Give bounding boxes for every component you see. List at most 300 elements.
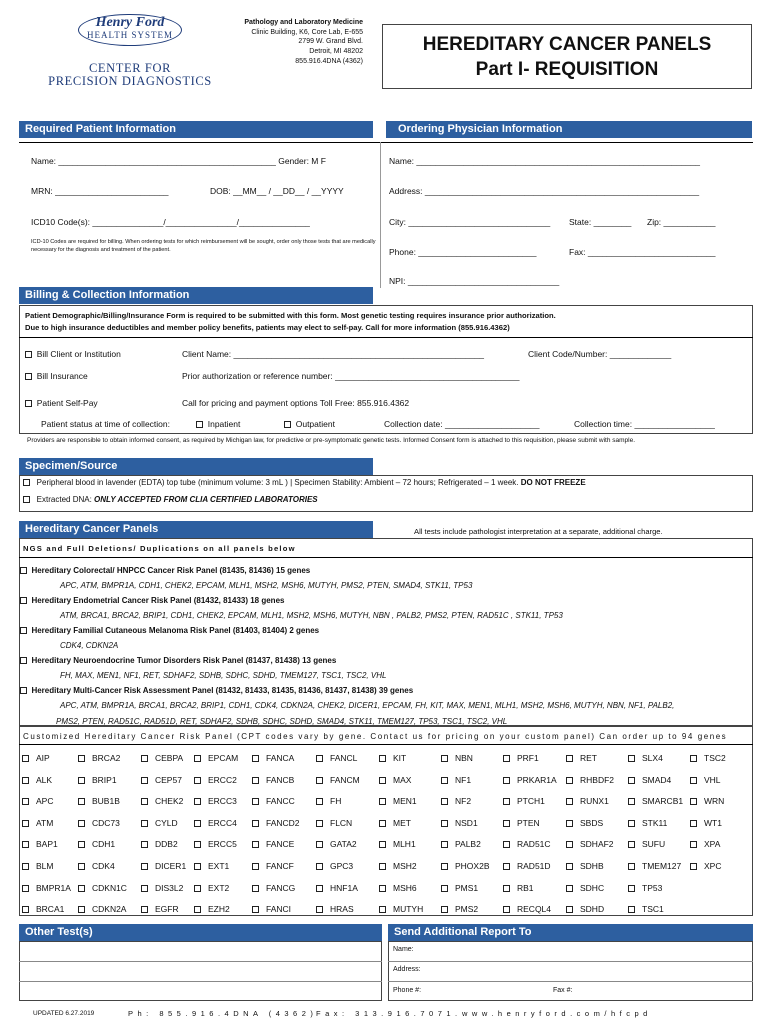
panel-option[interactable] (20, 565, 750, 577)
gene-label: SBDS (580, 817, 604, 828)
custom-gene-option[interactable] (22, 904, 64, 914)
checkbox-icon[interactable] (194, 798, 201, 805)
checkbox-icon[interactable] (441, 863, 448, 870)
checkbox-icon[interactable] (441, 798, 448, 805)
checkbox-icon[interactable] (252, 841, 259, 848)
custom-gene-option[interactable] (78, 839, 115, 849)
inpatient-option[interactable] (196, 419, 240, 429)
checkbox-icon[interactable] (22, 798, 29, 805)
checkbox-icon[interactable] (316, 863, 323, 870)
gene-label: EZH2 (208, 904, 230, 915)
specimen-dna-option[interactable] (23, 495, 318, 504)
checkbox-icon[interactable] (22, 863, 29, 870)
custom-gene-option[interactable] (141, 753, 183, 763)
gene-label: CEP57 (155, 774, 182, 785)
custom-gene-option[interactable] (441, 861, 490, 871)
custom-panel-heading: Customized Hereditary Cancer Risk Panel (CPT codes vary by gene. Contact us for pricing on your custom panel) Can order up to 94 genes (23, 732, 728, 741)
gene-label: CDH1 (92, 839, 116, 850)
custom-gene-option[interactable] (441, 904, 478, 914)
checkbox-icon[interactable] (690, 755, 697, 762)
panel-option[interactable] (20, 625, 750, 637)
custom-gene-option[interactable] (194, 883, 229, 893)
icd10-field[interactable]: ICD10 Code(s): _______________/_______________/_______________ (31, 217, 310, 227)
checkbox-icon[interactable] (252, 798, 259, 805)
checkbox-icon[interactable] (503, 906, 510, 913)
checkbox-icon[interactable] (379, 798, 386, 805)
checkbox-icon[interactable] (194, 777, 201, 784)
patient-mrn-field[interactable]: MRN: ________________________ (31, 186, 169, 196)
checkbox-icon[interactable] (441, 820, 448, 827)
custom-gene-option[interactable] (78, 775, 117, 785)
custom-gene-option[interactable] (22, 883, 71, 893)
collection-time-field[interactable]: Collection time: _________________ (574, 419, 715, 429)
custom-gene-option[interactable] (252, 775, 294, 785)
checkbox-icon[interactable] (20, 597, 27, 604)
checkbox-icon[interactable] (566, 841, 573, 848)
gene-label: DIS3L2 (155, 882, 184, 893)
form-title (382, 24, 752, 89)
custom-gene-option[interactable] (194, 839, 237, 849)
gene-label: APC (36, 796, 54, 807)
custom-gene-option[interactable] (628, 904, 664, 914)
checkbox-icon[interactable] (690, 863, 697, 870)
custom-gene-option[interactable] (252, 839, 294, 849)
panel-option[interactable] (20, 595, 750, 607)
checkbox-icon[interactable] (78, 885, 85, 892)
report-fax-field[interactable]: Fax #: (553, 987, 573, 994)
custom-gene-option[interactable] (503, 796, 545, 806)
custom-gene-option[interactable] (503, 883, 534, 893)
send-report-heading: Send Additional Report To (388, 924, 753, 941)
gene-label: RUNX1 (580, 796, 609, 807)
checkbox-icon[interactable] (22, 777, 29, 784)
custom-gene-option[interactable] (194, 775, 237, 785)
custom-gene-option[interactable] (194, 861, 229, 871)
center-line2: PRECISION DIAGNOSTICS (48, 74, 212, 88)
custom-gene-option[interactable] (566, 904, 604, 914)
physician-state-field[interactable]: State: ________ (569, 217, 632, 227)
gene-label: BMPR1A (36, 882, 71, 893)
checkbox-icon[interactable] (22, 841, 29, 848)
checkbox-icon[interactable] (284, 421, 291, 428)
custom-gene-option[interactable] (503, 839, 551, 849)
physician-npi-field[interactable]: NPI: ________________________________ (389, 276, 560, 286)
checkbox-icon[interactable] (141, 863, 148, 870)
custom-gene-option[interactable] (379, 775, 411, 785)
client-code-field[interactable]: Client Code/Number: _____________ (528, 349, 672, 359)
checkbox-icon[interactable] (141, 841, 148, 848)
specimen-heading: Specimen/Source (19, 458, 373, 475)
custom-gene-option[interactable] (194, 796, 237, 806)
checkbox-icon[interactable] (379, 863, 386, 870)
custom-gene-option[interactable] (78, 883, 127, 893)
custom-gene-option[interactable] (78, 861, 115, 871)
checkbox-icon[interactable] (20, 657, 27, 664)
checkbox-icon[interactable] (141, 755, 148, 762)
panel-option[interactable] (20, 685, 750, 697)
physician-address-field[interactable]: Address: __________________________________________________________ (389, 186, 700, 196)
custom-gene-option[interactable] (690, 796, 724, 806)
checkbox-icon[interactable] (194, 841, 201, 848)
checkbox-icon[interactable] (78, 906, 85, 913)
checkbox-icon[interactable] (690, 798, 697, 805)
custom-gene-option[interactable] (22, 753, 50, 763)
gene-label: PTCH1 (517, 796, 545, 807)
checkbox-icon[interactable] (252, 755, 259, 762)
checkbox-icon[interactable] (20, 567, 27, 574)
checkbox-icon[interactable] (441, 755, 448, 762)
gene-label: FH (330, 796, 342, 807)
checkbox-icon[interactable] (194, 885, 201, 892)
divider (388, 981, 753, 982)
gene-label: ERCC2 (208, 774, 237, 785)
custom-gene-option[interactable] (379, 861, 417, 871)
custom-gene-option[interactable] (566, 839, 614, 849)
custom-gene-option[interactable] (141, 839, 178, 849)
checkbox-icon[interactable] (628, 820, 635, 827)
custom-gene-option[interactable] (316, 753, 357, 763)
custom-gene-option[interactable] (690, 818, 722, 828)
checkbox-icon[interactable] (22, 885, 29, 892)
gene-label: HRAS (330, 904, 354, 915)
checkbox-icon[interactable] (566, 863, 573, 870)
custom-gene-option[interactable] (316, 839, 357, 849)
checkbox-icon[interactable] (23, 496, 30, 503)
outpatient-label: Outpatient (295, 419, 335, 429)
custom-gene-option[interactable] (566, 775, 614, 785)
checkbox-icon[interactable] (628, 777, 635, 784)
checkbox-icon[interactable] (252, 863, 259, 870)
custom-gene-option[interactable] (503, 818, 540, 828)
custom-gene-option[interactable] (379, 883, 417, 893)
checkbox-icon[interactable] (22, 820, 29, 827)
gene-label: EPCAM (208, 753, 239, 763)
gene-label: EGFR (155, 904, 179, 915)
panel-genes: APC, ATM, BMPR1A, CDH1, CHEK2, EPCAM, MLH1, MSH2, MSH6, MUTYH, PMS2, PTEN, SMAD4, STK11, TP53 (60, 581, 473, 590)
physician-phone-field[interactable]: Phone: _________________________ (389, 247, 537, 257)
panel-title: Hereditary Colorectal/ HNPCC Cancer Risk Panel (81435, 81436) 15 genes (31, 566, 311, 575)
checkbox-icon[interactable] (141, 798, 148, 805)
custom-gene-option[interactable] (566, 861, 604, 871)
custom-gene-option[interactable] (441, 818, 478, 828)
checkbox-icon[interactable] (690, 841, 697, 848)
custom-gene-option[interactable] (566, 818, 603, 828)
custom-gene-option[interactable] (316, 796, 341, 806)
checkbox-icon[interactable] (566, 820, 573, 827)
custom-gene-option[interactable] (316, 904, 354, 914)
client-name-field[interactable]: Client Name: _____________________________________________________ (182, 349, 485, 359)
checkbox-icon[interactable] (628, 906, 635, 913)
custom-gene-option[interactable] (628, 796, 683, 806)
checkbox-icon[interactable] (379, 820, 386, 827)
custom-gene-option[interactable] (22, 775, 52, 785)
bill-client-label: Bill Client or Institution (36, 349, 121, 359)
specimen-blood-option[interactable] (23, 478, 586, 487)
custom-gene-option[interactable] (316, 883, 358, 893)
checkbox-icon[interactable] (628, 755, 635, 762)
checkbox-icon[interactable] (252, 885, 259, 892)
gene-label: RHBDF2 (580, 774, 615, 785)
checkbox-icon[interactable] (316, 885, 323, 892)
custom-gene-option[interactable] (252, 904, 291, 914)
self-pay-option[interactable] (25, 398, 98, 408)
report-name-field[interactable]: Name: (393, 946, 414, 953)
custom-gene-option[interactable] (141, 904, 179, 914)
custom-gene-option[interactable] (252, 796, 295, 806)
checkbox-icon[interactable] (252, 820, 259, 827)
checkbox-icon[interactable] (25, 400, 32, 407)
gene-label: MAX (393, 774, 412, 785)
gene-label: NBN (455, 753, 473, 763)
other-tests-box[interactable] (19, 941, 382, 1001)
custom-gene-option[interactable] (194, 753, 238, 763)
checkbox-icon[interactable] (252, 906, 259, 913)
checkbox-icon[interactable] (566, 798, 573, 805)
report-address-field[interactable]: Address: (393, 966, 421, 973)
custom-gene-option[interactable] (22, 839, 58, 849)
custom-gene-option[interactable] (690, 775, 721, 785)
physician-city-field[interactable]: City: ______________________________ (389, 217, 551, 227)
custom-gene-option[interactable] (379, 796, 417, 806)
checkbox-icon[interactable] (316, 755, 323, 762)
checkbox-icon[interactable] (141, 777, 148, 784)
checkbox-icon[interactable] (78, 798, 85, 805)
custom-gene-option[interactable] (316, 818, 352, 828)
checkbox-icon[interactable] (566, 906, 573, 913)
logo-henry-ford: Henry Ford (95, 15, 165, 30)
checkbox-icon[interactable] (690, 820, 697, 827)
custom-gene-option[interactable] (78, 904, 126, 914)
checkbox-icon[interactable] (316, 906, 323, 913)
checkbox-icon[interactable] (503, 777, 510, 784)
checkbox-icon[interactable] (566, 755, 573, 762)
checkbox-icon[interactable] (78, 863, 85, 870)
custom-gene-option[interactable] (194, 818, 237, 828)
gene-label: SUFU (642, 839, 666, 850)
checkbox-icon[interactable] (25, 351, 32, 358)
checkbox-icon[interactable] (194, 863, 201, 870)
custom-gene-option[interactable] (628, 839, 665, 849)
checkbox-icon[interactable] (566, 885, 573, 892)
custom-gene-option[interactable] (566, 883, 604, 893)
gene-label: SMAD4 (642, 774, 672, 785)
custom-gene-option[interactable] (141, 775, 182, 785)
gene-label: FANCI (266, 904, 292, 915)
checkbox-icon[interactable] (78, 841, 85, 848)
custom-gene-option[interactable] (628, 753, 663, 763)
checkbox-icon[interactable] (194, 820, 201, 827)
bill-insurance-option[interactable] (25, 371, 88, 381)
checkbox-icon[interactable] (441, 841, 448, 848)
custom-gene-option[interactable] (503, 775, 557, 785)
gene-label: PHOX2B (455, 861, 490, 871)
checkbox-icon[interactable] (20, 687, 27, 694)
checkbox-icon[interactable] (20, 627, 27, 634)
checkbox-icon[interactable] (141, 820, 148, 827)
gene-label: FANCA (266, 753, 295, 763)
checkbox-icon[interactable] (22, 755, 29, 762)
gene-label: CYLD (155, 817, 178, 828)
checkbox-icon[interactable] (628, 863, 635, 870)
checkbox-icon[interactable] (78, 820, 85, 827)
custom-gene-option[interactable] (566, 753, 597, 763)
checkbox-icon[interactable] (566, 777, 573, 784)
custom-gene-option[interactable] (566, 796, 609, 806)
gene-label: GPC3 (330, 861, 354, 871)
gene-label: RECQL4 (517, 904, 552, 915)
gene-label: CHEK2 (155, 796, 184, 807)
custom-gene-option[interactable] (252, 818, 300, 828)
panels-heading: Hereditary Cancer Panels (19, 521, 373, 538)
patient-name-field[interactable]: Name: ______________________________________________ Gender: M F (31, 156, 326, 166)
custom-gene-option[interactable] (441, 753, 473, 763)
custom-gene-option[interactable] (441, 796, 471, 806)
gene-label: NF2 (455, 796, 472, 807)
checkbox-icon[interactable] (503, 841, 510, 848)
collection-date-field[interactable]: Collection date: ____________________ (384, 419, 540, 429)
custom-gene-option[interactable] (141, 796, 183, 806)
custom-gene-option[interactable] (22, 796, 53, 806)
custom-gene-option[interactable] (141, 883, 183, 893)
checkbox-icon[interactable] (628, 841, 635, 848)
ngs-subhead: NGS and Full Deletions/ Duplications on all panels below (23, 544, 296, 553)
custom-gene-option[interactable] (379, 839, 416, 849)
gene-label: TMEM127 (642, 861, 682, 871)
custom-gene-option[interactable] (379, 818, 411, 828)
icd10-note: ICD-10 Codes are required for billing. When ordering tests for which reimbursement will be sought, order only those tests that are medically necessary for the diagnosis and treatment of the patient. (31, 239, 376, 253)
custom-gene-option[interactable] (441, 775, 471, 785)
custom-gene-option[interactable] (194, 904, 230, 914)
outpatient-option[interactable] (284, 419, 335, 429)
custom-gene-option[interactable] (628, 861, 681, 871)
panel-title: Hereditary Familial Cutaneous Melanoma Risk Panel (81403, 81404) 2 genes (31, 626, 320, 635)
gene-label: TSC2 (704, 753, 726, 763)
bill-insurance-label: Bill Insurance (36, 371, 88, 381)
gene-label: FANCC (266, 796, 295, 807)
custom-gene-option[interactable] (78, 818, 120, 828)
checkbox-icon[interactable] (252, 777, 259, 784)
custom-gene-option[interactable] (22, 818, 53, 828)
custom-gene-option[interactable] (690, 753, 726, 763)
physician-name-field[interactable]: Name: ____________________________________________________________ (389, 156, 701, 166)
lab-phone: 855.916.4DNA (4362) (295, 57, 363, 65)
checkbox-icon[interactable] (25, 373, 32, 380)
custom-gene-option[interactable] (141, 818, 178, 828)
checkbox-icon[interactable] (503, 863, 510, 870)
custom-gene-option[interactable] (690, 839, 720, 849)
checkbox-icon[interactable] (78, 777, 85, 784)
checkbox-icon[interactable] (628, 798, 635, 805)
checkbox-icon[interactable] (141, 906, 148, 913)
custom-gene-option[interactable] (22, 861, 53, 871)
checkbox-icon[interactable] (503, 755, 510, 762)
checkbox-icon[interactable] (141, 885, 148, 892)
gene-label: ERCC4 (208, 817, 237, 828)
checkbox-icon[interactable] (23, 479, 30, 486)
patient-info-heading: Required Patient Information (19, 121, 373, 138)
divider (19, 744, 753, 745)
checkbox-icon[interactable] (194, 755, 201, 762)
checkbox-icon[interactable] (316, 841, 323, 848)
gene-label: PRKAR1A (517, 774, 557, 785)
custom-gene-option[interactable] (252, 883, 295, 893)
bill-client-option[interactable] (25, 349, 121, 359)
checkbox-icon[interactable] (379, 885, 386, 892)
custom-gene-option[interactable] (503, 753, 539, 763)
panel-genes: APC, ATM, BMPR1A, BRCA1, BRCA2, BRIP1, CDH1, CDK4, CDKN2A, CHEK2, DICER1, EPCAM, FH, KIT, MAX, MEN1, MLH1, MSH2, MSH6, MUTYH, NBN, NF1, PALB2, (60, 701, 675, 710)
gene-label: SDHD (580, 904, 605, 915)
checkbox-icon[interactable] (316, 777, 323, 784)
self-pay-note: Call for pricing and payment options Toll Free: 855.916.4362 (182, 398, 410, 408)
checkbox-icon[interactable] (503, 885, 510, 892)
panel-list (20, 565, 750, 731)
custom-gene-option[interactable] (628, 818, 667, 828)
custom-gene-option[interactable] (379, 904, 423, 914)
checkbox-icon[interactable] (690, 777, 697, 784)
report-phone-field[interactable]: Phone #: (393, 987, 422, 994)
checkbox-icon[interactable] (316, 820, 323, 827)
prior-auth-field[interactable]: Prior authorization or reference number: _______________________________________ (182, 371, 520, 381)
panel-genes: FH, MAX, MEN1, NF1, RET, SDHAF2, SDHB, SDHC, SDHD, TMEM127, TSC1, TSC2, VHL (60, 671, 387, 680)
checkbox-icon[interactable] (441, 885, 448, 892)
gene-label: CEBPA (155, 753, 184, 763)
checkbox-icon[interactable] (196, 421, 203, 428)
checkbox-icon[interactable] (441, 777, 448, 784)
custom-gene-option[interactable] (503, 861, 551, 871)
custom-gene-option[interactable] (252, 753, 294, 763)
checkbox-icon[interactable] (22, 906, 29, 913)
custom-gene-option[interactable] (503, 904, 551, 914)
custom-gene-option[interactable] (379, 753, 406, 763)
custom-gene-option[interactable] (690, 861, 721, 871)
gene-label: MUTYH (393, 904, 424, 915)
custom-gene-option[interactable] (441, 839, 481, 849)
checkbox-icon[interactable] (316, 798, 323, 805)
checkbox-icon[interactable] (379, 755, 386, 762)
consent-note: Providers are responsible to obtain informed consent, as required by Michigan law, for predictive or pre-symptomatic genetic tests. Informed Consent form is attached to this requisition, please submit with sample. (27, 437, 636, 444)
custom-gene-option[interactable] (628, 883, 662, 893)
custom-gene-option[interactable] (441, 883, 478, 893)
panel-option[interactable] (20, 655, 750, 667)
physician-fax-field[interactable]: Fax: ___________________________ (569, 247, 716, 257)
custom-gene-option[interactable] (252, 861, 294, 871)
checkbox-icon[interactable] (628, 885, 635, 892)
custom-gene-option[interactable] (316, 861, 353, 871)
updated-date: UPDATED 6.27.2019 (33, 1010, 95, 1017)
checkbox-icon[interactable] (503, 820, 510, 827)
patient-dob-field[interactable]: DOB: __MM__ / __DD__ / __YYYY (210, 186, 344, 196)
custom-gene-option[interactable] (628, 775, 671, 785)
gene-label: XPA (704, 839, 721, 850)
checkbox-icon[interactable] (503, 798, 510, 805)
checkbox-icon[interactable] (194, 906, 201, 913)
physician-zip-field[interactable]: Zip: ___________ (647, 217, 716, 227)
address-line2: 2799 W. Grand Blvd. (298, 38, 363, 46)
gene-label: BAP1 (36, 839, 58, 850)
custom-gene-option[interactable] (141, 861, 186, 871)
checkbox-icon[interactable] (379, 777, 386, 784)
custom-gene-option[interactable] (78, 753, 120, 763)
custom-gene-option[interactable] (78, 796, 120, 806)
gene-label: SLX4 (642, 753, 663, 763)
checkbox-icon[interactable] (441, 906, 448, 913)
custom-gene-option[interactable] (316, 775, 360, 785)
checkbox-icon[interactable] (379, 906, 386, 913)
specimen-dna-label: Extracted DNA: (36, 495, 92, 504)
checkbox-icon[interactable] (78, 755, 85, 762)
checkbox-icon[interactable] (379, 841, 386, 848)
gene-label: MSH2 (393, 861, 417, 871)
